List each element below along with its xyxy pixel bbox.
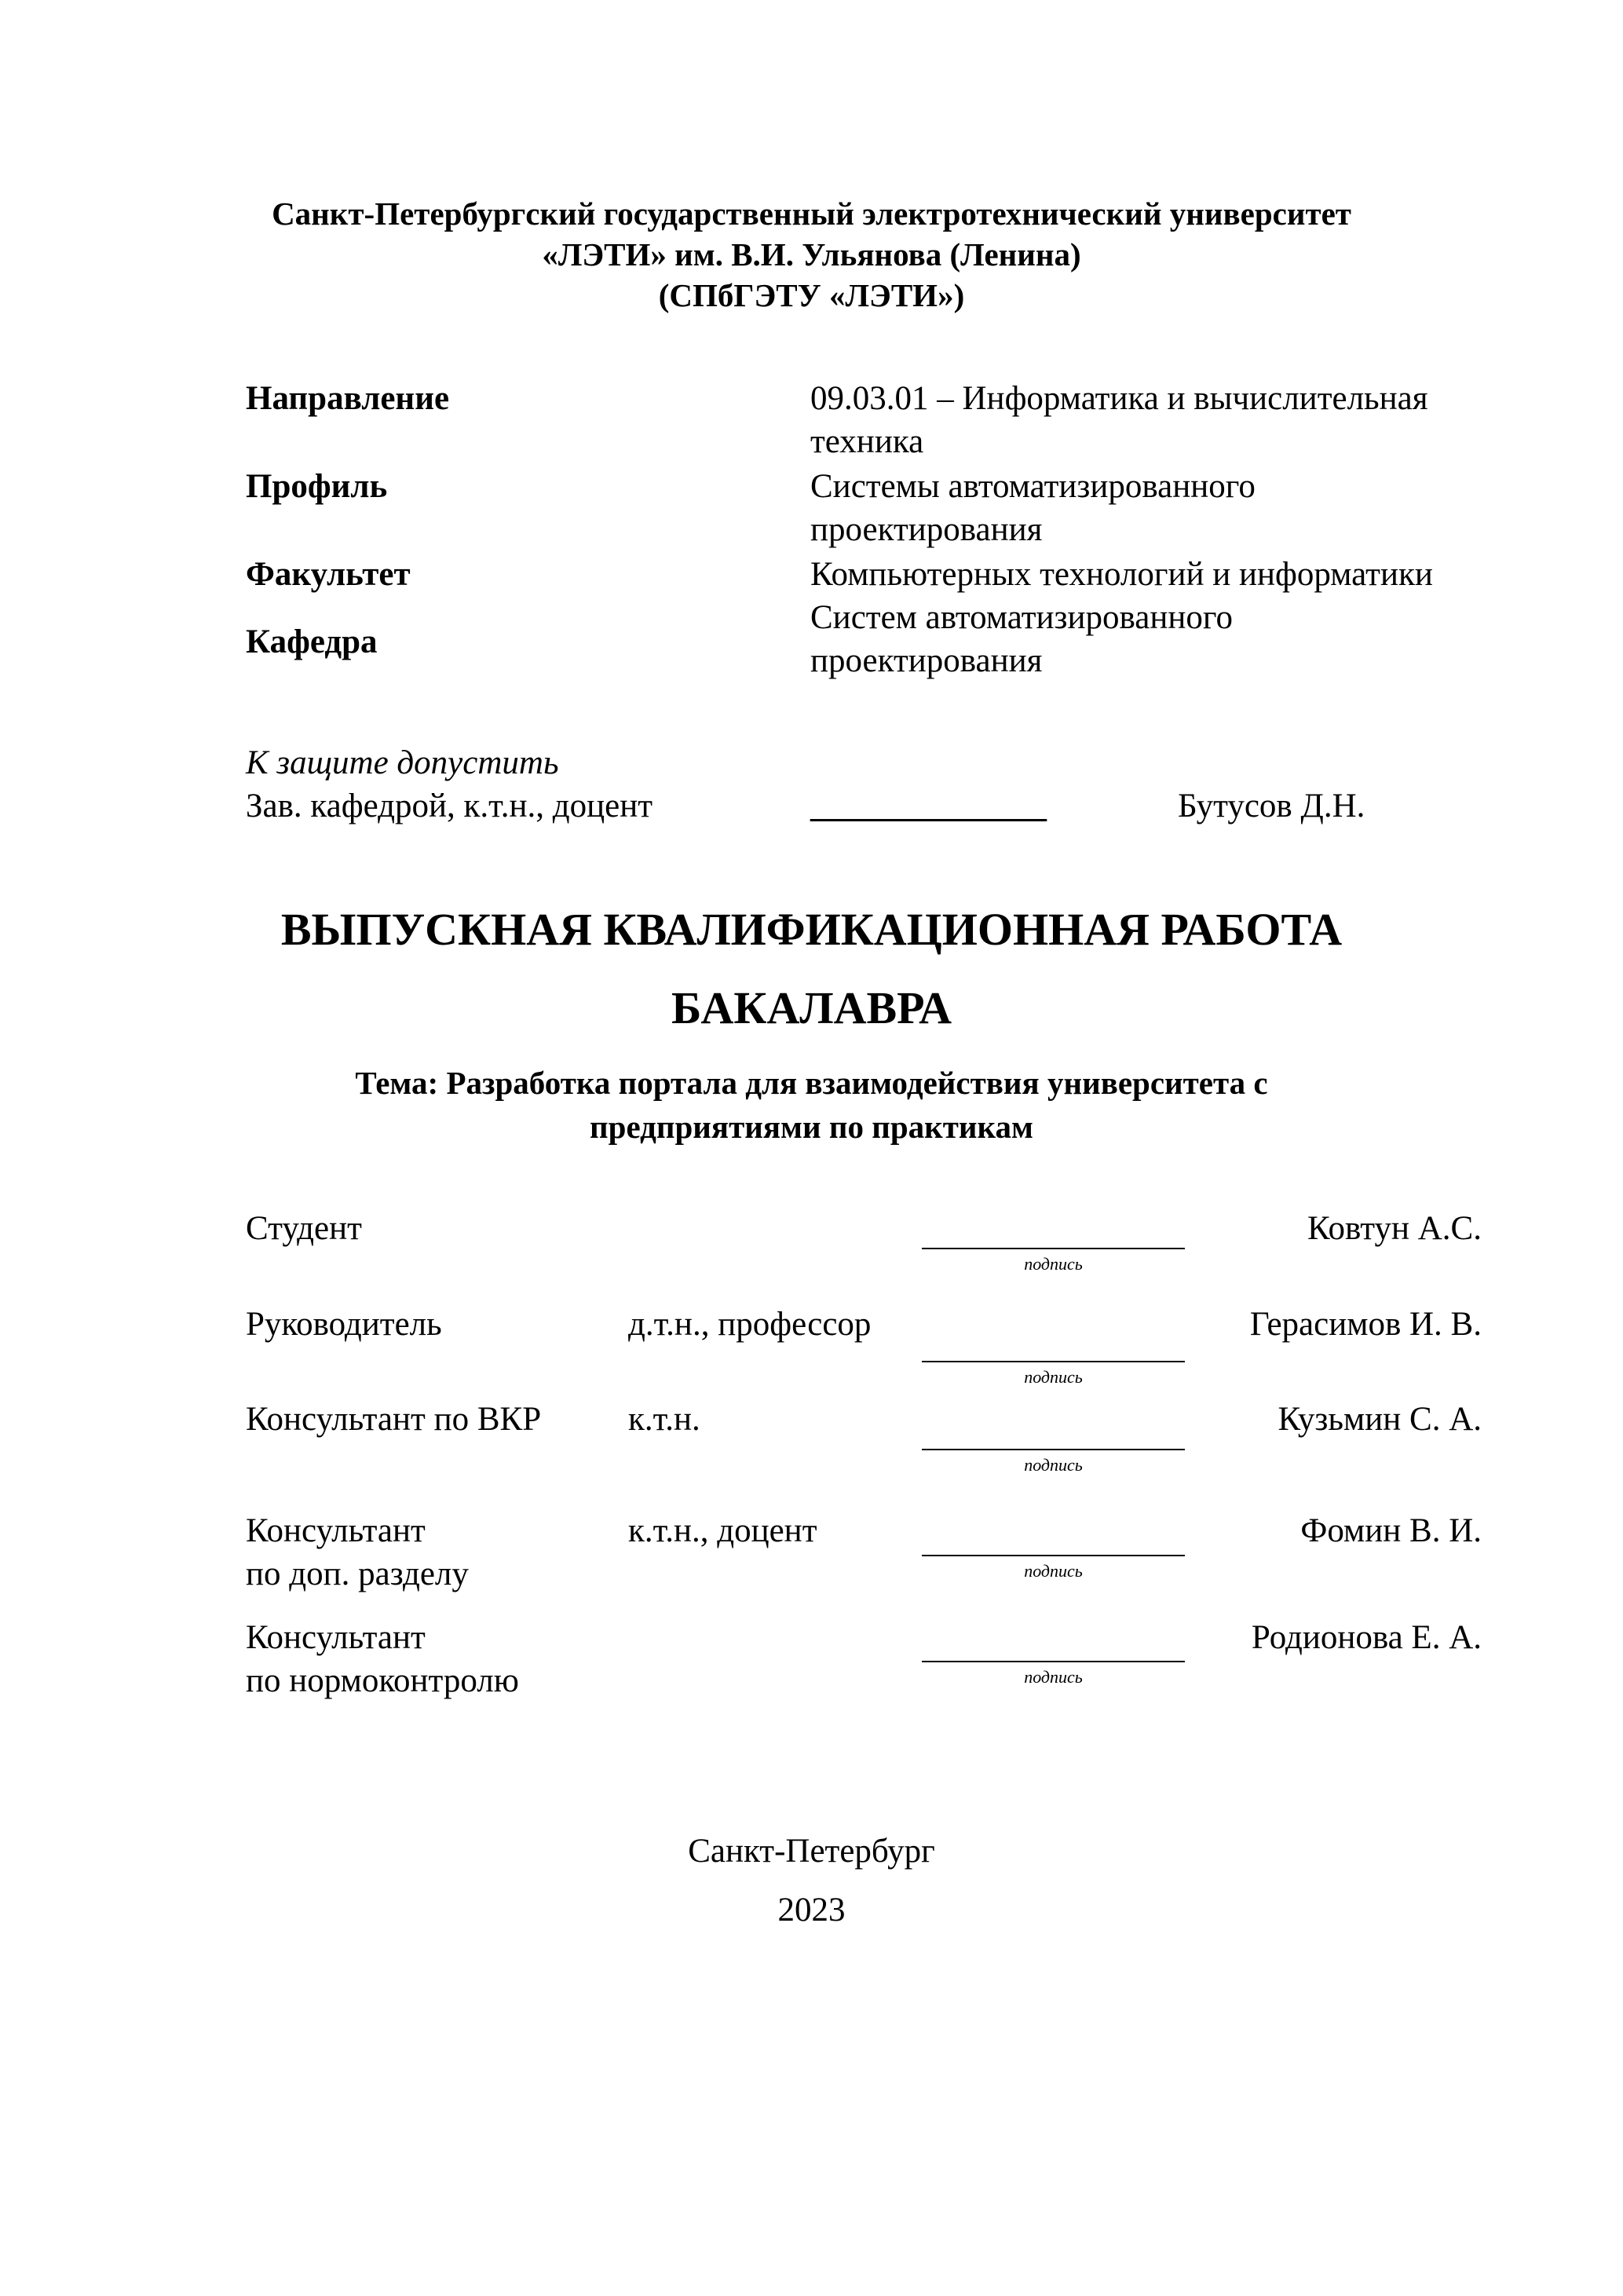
signature-role-consultant-normcontrol-line1: Консультант <box>246 1619 426 1656</box>
signature-caption-supervisor: подпись <box>1024 1367 1083 1387</box>
footer-year: 2023 <box>777 1892 846 1929</box>
admission-position: Зав. кафедрой, к.т.н., доцент <box>246 788 653 824</box>
info-value-department-line2: проектирования <box>810 642 1043 679</box>
info-label-profile: Профиль <box>246 468 388 505</box>
info-value-profile-line1: Системы автоматизированного <box>810 468 1256 505</box>
signature-degree-consultant-additional: к.т.н., доцент <box>628 1512 817 1549</box>
signature-caption-consultant-normcontrol: подпись <box>1024 1667 1083 1687</box>
signature-role-consultant-normcontrol-line2: по нормоконтролю <box>246 1662 519 1699</box>
info-value-direction-line2: техника <box>810 423 924 460</box>
signature-line-consultant-additional <box>922 1555 1185 1556</box>
info-value-department-line1: Систем автоматизированного <box>810 599 1233 636</box>
signature-degree-consultant-vkr: к.т.н. <box>628 1401 700 1438</box>
signature-line-student <box>922 1248 1185 1249</box>
signature-line-consultant-normcontrol <box>922 1661 1185 1662</box>
signature-name-consultant-normcontrol: Родионова Е. А. <box>1251 1619 1482 1656</box>
work-theme-line1: Тема: Разработка портала для взаимодействия университета с <box>355 1065 1268 1101</box>
signature-caption-consultant-additional: подпись <box>1024 1561 1083 1581</box>
work-title-line1: ВЫПУСКНАЯ КВАЛИФИКАЦИОННАЯ РАБОТА <box>280 904 1343 955</box>
info-label-direction: Направление <box>246 380 450 417</box>
signature-line-consultant-vkr <box>922 1449 1185 1450</box>
footer-city: Санкт-Петербург <box>688 1833 935 1870</box>
info-value-direction-line1: 09.03.01 – Информатика и вычислительная <box>810 380 1428 417</box>
admission-signature-line: ______________ <box>810 788 1047 824</box>
signature-role-consultant-vkr: Консультант по ВКР <box>246 1401 542 1438</box>
signature-role-supervisor: Руководитель <box>246 1306 442 1343</box>
signature-degree-supervisor: д.т.н., профессор <box>628 1306 872 1343</box>
work-theme-line2: предприятиями по практикам <box>590 1109 1033 1145</box>
university-abbreviation: (СПбГЭТУ «ЛЭТИ») <box>658 277 965 313</box>
signature-caption-consultant-vkr: подпись <box>1024 1455 1083 1475</box>
university-name-line1: Санкт-Петербургский государственный электротехнический университет <box>272 196 1351 232</box>
signature-role-consultant-additional-line2: по доп. разделу <box>246 1556 469 1592</box>
signature-caption-student: подпись <box>1024 1254 1083 1274</box>
info-label-department: Кафедра <box>246 623 378 660</box>
work-title-line2: БАКАЛАВРА <box>671 982 952 1033</box>
signature-name-consultant-vkr: Кузьмин С. А. <box>1278 1401 1482 1438</box>
signature-name-consultant-additional: Фомин В. И. <box>1300 1512 1482 1549</box>
admission-head-name: Бутусов Д.Н. <box>1178 788 1365 824</box>
info-value-profile-line2: проектирования <box>810 511 1043 548</box>
signature-name-student: Ковтун А.С. <box>1307 1210 1482 1247</box>
signature-role-consultant-additional-line1: Консультант <box>246 1512 426 1549</box>
signature-role-student: Студент <box>246 1210 362 1247</box>
signature-name-supervisor: Герасимов И. В. <box>1249 1306 1482 1343</box>
admission-title: К защите допустить <box>246 744 559 781</box>
university-name-line2: «ЛЭТИ» им. В.И. Ульянова (Ленина) <box>542 236 1081 272</box>
info-value-faculty: Компьютерных технологий и информатики <box>810 556 1433 593</box>
signature-line-supervisor <box>922 1361 1185 1362</box>
info-label-faculty: Факультет <box>246 556 411 593</box>
